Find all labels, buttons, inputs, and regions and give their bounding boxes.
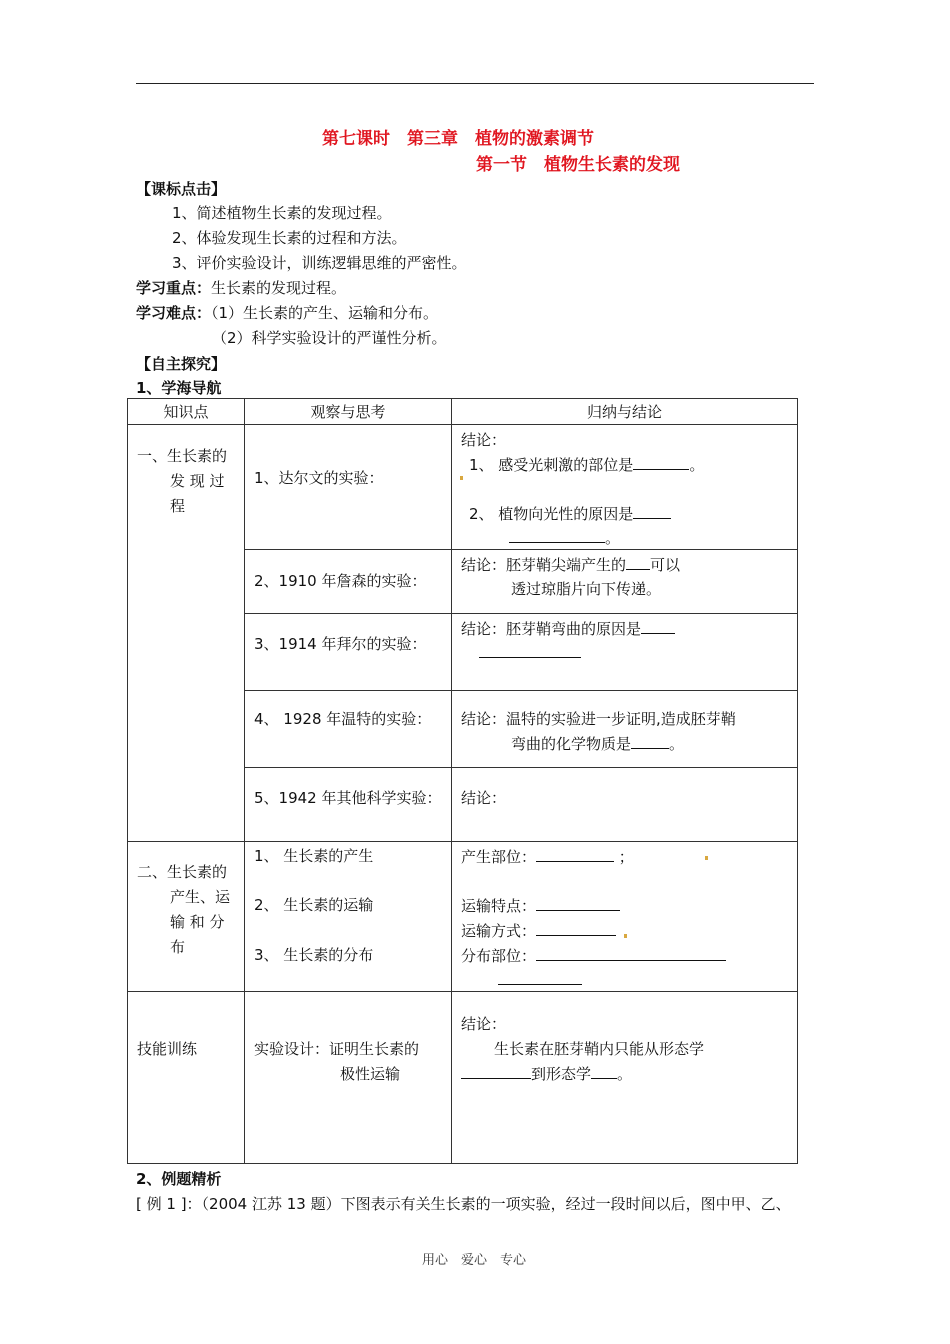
obs-text: 5、1942 年其他科学实验： xyxy=(254,789,442,807)
conclusion-cell xyxy=(452,992,798,1164)
conclusion-text: 运输特点： xyxy=(461,897,537,915)
conclusion-text: 生长素在胚芽鞘内只能从形态学 xyxy=(494,1040,705,1058)
conclusion-end: 。 xyxy=(617,1065,633,1083)
conclusion-label: 结论： xyxy=(461,1015,507,1033)
group2-label: 布 xyxy=(170,938,186,956)
subsection-1: 1、学海导航 xyxy=(136,379,222,397)
key-point-text: 生长素的发现过程。 xyxy=(211,279,347,297)
conclusion-line xyxy=(461,1063,632,1084)
conclusion-cell xyxy=(452,691,798,768)
conclusion-line xyxy=(461,846,634,867)
answer-blank xyxy=(626,554,650,570)
obs-cell xyxy=(245,842,452,992)
answer-blank xyxy=(479,642,581,658)
key-point-label: 学习重点： xyxy=(136,279,212,297)
standard-item: 3、评价实验设计，训练逻辑思维的严密性。 xyxy=(172,254,467,272)
conclusion-text: 结论：胚芽鞘弯曲的原因是 xyxy=(461,620,642,638)
key-point xyxy=(136,277,346,298)
group2-label: 输 和 分 xyxy=(170,913,225,931)
header-rule xyxy=(136,83,814,84)
title-line-2: 第一节 植物生长素的发现 xyxy=(476,155,680,175)
obs-text: 4、 1928 年温特的实验： xyxy=(254,710,432,728)
obs-text: 2、1910 年詹森的实验： xyxy=(254,572,427,590)
section-explore: 【自主探究】 xyxy=(136,355,227,373)
answer-blank xyxy=(536,895,620,911)
conclusion-cell xyxy=(452,425,798,550)
conclusion-text: 1、 感受光刺激的部位是 xyxy=(469,456,634,474)
mark-dot xyxy=(460,476,463,480)
conclusion-line xyxy=(498,969,582,989)
conclusion-text: 弯曲的化学物质是 xyxy=(511,735,632,753)
obs-cell xyxy=(245,550,452,614)
obs-text: 实验设计：证明生长素的 xyxy=(254,1040,420,1058)
conclusion-line xyxy=(461,618,675,639)
skill-label: 技能训练 xyxy=(137,1040,198,1058)
table-row xyxy=(128,842,798,992)
obs-cell xyxy=(245,691,452,768)
obs-text: 3、1914 年拜尔的实验： xyxy=(254,635,427,653)
answer-blank xyxy=(591,1063,617,1079)
conclusion-text: 到形态学 xyxy=(531,1065,592,1083)
conclusion-label: 结论： xyxy=(461,431,507,449)
conclusion-line xyxy=(511,733,684,754)
group1-label: 一、生长素的 xyxy=(137,447,228,465)
difficulty-2: （2）科学实验设计的严谨性分析。 xyxy=(212,329,447,347)
page-footer: 用心 爱心 专心 xyxy=(422,1253,527,1268)
answer-blank xyxy=(633,454,689,470)
obs-text: 1、 生长素的产生 xyxy=(254,847,374,865)
answer-blank xyxy=(461,1063,531,1079)
obs-text: 2、 生长素的运输 xyxy=(254,896,374,914)
mark-dot xyxy=(624,934,627,938)
skill-cell xyxy=(128,992,245,1164)
answer-blank xyxy=(641,618,675,634)
obs-cell xyxy=(245,768,452,842)
mark-dot xyxy=(705,856,708,860)
group2-label: 产生、运 xyxy=(170,888,231,906)
answer-blank xyxy=(631,733,669,749)
knowledge-table xyxy=(127,398,798,1164)
answer-blank xyxy=(509,527,605,543)
conclusion-cell xyxy=(452,614,798,691)
difficulty xyxy=(136,302,438,323)
answer-blank xyxy=(536,920,616,936)
header-cell: 归纳与结论 xyxy=(452,399,798,425)
conclusion-line xyxy=(469,454,704,475)
conclusion-line xyxy=(479,642,581,662)
table-row xyxy=(128,425,798,550)
obs-text: 极性运输 xyxy=(340,1065,401,1083)
conclusion-text: 运输方式： xyxy=(461,922,537,940)
difficulty-label: 学习难点： xyxy=(136,304,212,322)
difficulty-1: （1）生长素的产生、运输和分布。 xyxy=(211,304,439,322)
subsection-2: 2、例题精析 xyxy=(136,1170,222,1188)
conclusion-line xyxy=(461,945,726,966)
group2-cell xyxy=(128,842,245,992)
conclusion-line xyxy=(461,920,616,941)
group1-label: 程 xyxy=(170,497,186,515)
example-1: [ 例 1 ]：（2004 江苏 13 题）下图表示有关生长素的一项实验，经过一段时间以后，图中甲、乙、 xyxy=(136,1195,791,1213)
conclusion-end: ； xyxy=(618,848,634,866)
conclusion-cell xyxy=(452,550,798,614)
table-row xyxy=(128,992,798,1164)
conclusion-cell xyxy=(452,842,798,992)
conclusion-text: 结论：胚芽鞘尖端产生的 xyxy=(461,556,627,574)
obs-cell xyxy=(245,992,452,1164)
obs-cell xyxy=(245,614,452,691)
conclusion-end: 。 xyxy=(689,456,705,474)
answer-blank xyxy=(498,969,582,985)
conclusion-text: 结论： xyxy=(461,789,507,807)
conclusion-end: 可以 xyxy=(650,556,681,574)
conclusion-text: 分布部位： xyxy=(461,947,537,965)
conclusion-text: 结论：温特的实验进一步证明,造成胚芽鞘 xyxy=(461,710,736,728)
answer-blank xyxy=(633,503,671,519)
conclusion-text: 产生部位： xyxy=(461,848,537,866)
obs-text: 1、达尔文的实验： xyxy=(254,469,384,487)
obs-text: 3、 生长素的分布 xyxy=(254,946,374,964)
conclusion-line xyxy=(469,503,671,524)
answer-blank xyxy=(536,945,726,961)
header-cell: 知识点 xyxy=(128,399,245,425)
header-cell: 观察与思考 xyxy=(245,399,452,425)
conclusion-text: 透过琼脂片向下传递。 xyxy=(511,580,662,598)
conclusion-cell xyxy=(452,768,798,842)
table-header-row xyxy=(128,399,798,425)
section-standards: 【课标点击】 xyxy=(136,180,227,198)
standard-item: 2、体验发现生长素的过程和方法。 xyxy=(172,229,407,247)
conclusion-end: 。 xyxy=(605,529,621,547)
answer-blank xyxy=(536,846,614,862)
group1-label: 发 现 过 xyxy=(170,472,225,490)
conclusion-line xyxy=(461,554,680,575)
conclusion-line xyxy=(509,527,620,548)
group1-cell xyxy=(128,425,245,842)
obs-cell xyxy=(245,425,452,550)
group2-label: 二、生长素的 xyxy=(137,863,228,881)
conclusion-line xyxy=(461,895,620,916)
standard-item: 1、简述植物生长素的发现过程。 xyxy=(172,204,392,222)
title-line-1: 第七课时 第三章 植物的激素调节 xyxy=(322,129,594,149)
conclusion-text: 2、 植物向光性的原因是 xyxy=(469,505,634,523)
conclusion-end: 。 xyxy=(669,735,685,753)
